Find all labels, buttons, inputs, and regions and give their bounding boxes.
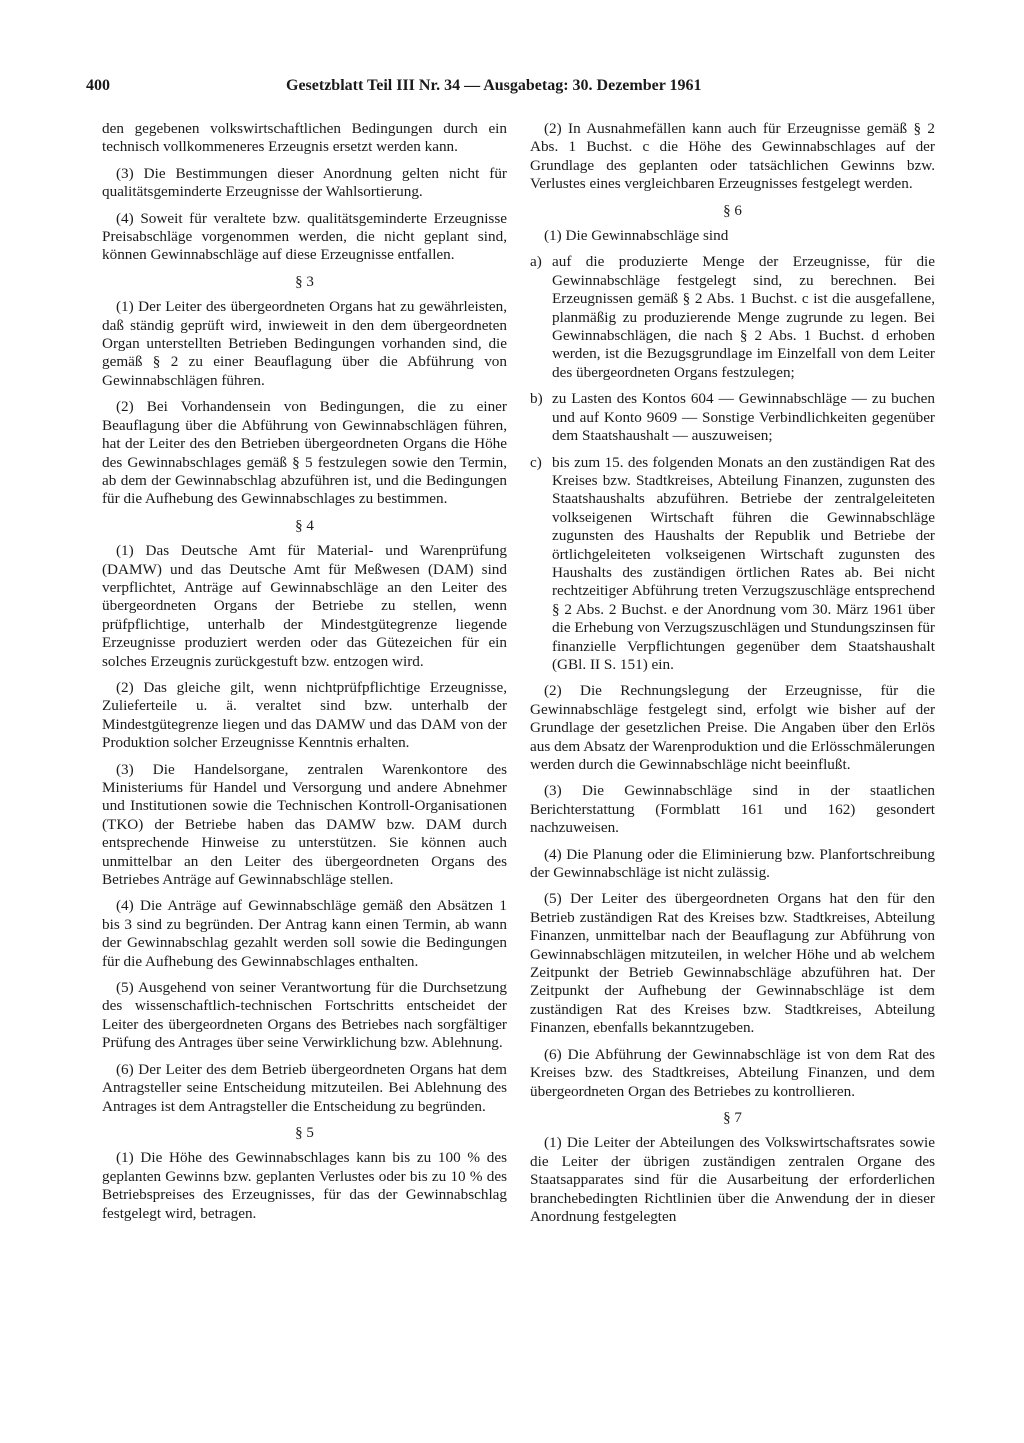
paragraph-2-3: (3) Die Bestimmungen dieser Anordnung gelten nicht für qualitätsgeminderte Erzeugnisse der Wahlsortierung. <box>102 164 507 201</box>
gazette-title: Gesetzblatt Teil III Nr. 34 — Ausgabetag: 30. Dezember 1961 <box>286 77 702 94</box>
list-item-label: b) <box>530 390 543 408</box>
list-item-a <box>530 253 935 382</box>
list-item-label: a) <box>530 253 542 271</box>
paragraph-6-2: (2) Die Rechnungslegung der Erzeugnisse, für die Gewinnabschläge festgelegt sind, erfolgt wie bisher auf der Grundlage der gesetzlichen Preise. Die Angaben über den Erlös aus dem Absatz der Warenproduktion und die Erlösschmälerungen werden durch die Gewinnabschläge nicht beeinflußt. <box>530 682 935 773</box>
paragraph-continuation: den gegebenen volkswirtschaftlichen Bedingungen durch ein technisch vollkommeneres Erzeugnis ersetzt werden kann. <box>102 120 507 156</box>
paragraph-7-1: (1) Die Leiter der Abteilungen des Volkswirtschaftsrates sowie die Leiter der übrigen zuständigen zentralen Organe des Staatsapparates sind für die Ausarbeitung der erforderlichen branchebedingten Richtlinien über die Anwendung der in dieser Anordnung festgelegten <box>530 1134 935 1225</box>
section-4-heading: § 4 <box>295 517 314 534</box>
paragraph-4-2: (2) Das gleiche gilt, wenn nichtprüfpflichtige Erzeugnisse, Zulieferteile u. ä. veraltet sind bzw. unterhalb der Mindestgütegrenze liegen und das DAMW und das DAM von der Produktion solcher Erzeugnisse Kenntnis erhalten. <box>102 678 507 752</box>
paragraph-6-5: (5) Der Leiter des übergeordneten Organs hat den für den Betrieb zuständigen Rat des Kreises bzw. Stadtkreises, Abteilung Finanzen, unmittelbar nach der Beauflagung zur Abführung von Gewinnabschlägen mitzuteilen, in welcher Höhe und ab welchem Zeitpunkt der Betrieb Gewinnabschläge abzuführen hat. Der Zeitpunkt der Aufhebung der Gewinnabschläge ist dem zuständigen Rat des Kreises bzw. Stadtkreises, Abteilung Finanzen, ebenfalls bekanntzugeben. <box>530 890 935 1037</box>
paragraph-6-3: (3) Die Gewinnabschläge sind in der staatlichen Berichterstattung (Formblatt 161 und 162) gesondert nachzuweisen. <box>530 782 935 837</box>
section-3-heading: § 3 <box>295 273 314 290</box>
section-7-heading: § 7 <box>723 1109 742 1126</box>
paragraph-5-1: (1) Die Höhe des Gewinnabschlages kann bis zu 100 % des geplanten Gewinns bzw. geplanten Verlustes oder bis zu 10 % des Betriebspreises des Erzeugnisses, für das der Gewinnabschlag festgelegt wird, betragen. <box>102 1149 507 1222</box>
paragraph-6-6: (6) Die Abführung der Gewinnabschläge ist von dem Rat des Kreises bzw. des Stadtkreises, Abteilung Finanzen, und dem übergeordneten Organ des Betriebes zu kontrollieren. <box>530 1045 935 1100</box>
list-item-text: bis zum 15. des folgenden Monats an den zuständigen Rat des Kreises bzw. Stadtkreises, Abteilung Finanzen, zugunsten des Staatshaushalts abzuführen. Betriebe der zentralgeleiteten volkseigenen Wirtschaft führen die Gewinnabschläge zugunsten des Haushalts der Republik und Betriebe der örtlichgeleiteten volkseigenen Wirtschaft zugunsten des Haushalts des zuständigen örtlichen Rates ab. Bei nicht rechtzeitiger Abführung treten Verzugszuschläge entsprechend § 2 Abs. 2 Buchst. e der Anordnung vom 30. März 1961 über die Erhebung von Verzugszuschlägen und Stundungszinsen für finanzielle Verpflichtungen gegenüber dem Staatshaushalt (GBl. II S. 151) ein. <box>552 453 935 673</box>
paragraph-2-4: (4) Soweit für veraltete bzw. qualitätsgeminderte Erzeugnisse Preisabschläge vorgenommen werden, die nicht geplant sind, können Gewinnabschläge auf diese Erzeugnisse entfallen. <box>102 209 507 264</box>
list-item-c <box>530 454 935 675</box>
section-6-heading: § 6 <box>723 202 742 219</box>
list-item-text: auf die produzierte Menge der Erzeugnisse, für die Gewinnabschläge festgelegt sind, zu berechnen. Bei Erzeugnissen gemäß § 2 Abs. 1 Buchst. c ist die ausgefallene, planmäßig zu produzierende Menge zugrunde zu legen. Bei Gewinnabschlägen, die nach § 2 Abs. 1 Buchst. d erhoben werden, ist die Bezugsgrundlage im Einzelfall von dem Leiter des übergeordneten Organs festzulegen; <box>552 253 935 381</box>
paragraph-3-1: (1) Der Leiter des übergeordneten Organs hat zu gewährleisten, daß ständig geprüft wird, inwieweit in den dem übergeordneten Organ unterstellten Betrieben Bedingungen vorhanden sind, die gemäß § 2 zu einer Beauflagung über die Abführung von Gewinnabschlägen führen. <box>102 298 507 389</box>
list-item-b <box>530 390 935 445</box>
list-item-text: zu Lasten des Kontos 604 — Gewinnabschläge — zu buchen und auf Konto 9609 — Sonstige Verbindlichkeiten gegenüber dem Staatshaushalt — auszuweisen; <box>552 390 935 445</box>
paragraph-6-4: (4) Die Planung oder die Eliminierung bzw. Planfortschreibung der Gewinnabschläge ist nicht zulässig. <box>530 845 935 882</box>
right-column <box>530 120 935 1234</box>
paragraph-4-5: (5) Ausgehend von seiner Verantwortung für die Durchsetzung des wissenschaftlich-technischen Fortschritts entscheidet der Leiter des übergeordneten Organs des Betriebes nach sorgfältiger Prüfung des Antrages über seine Verwirklichung bzw. Ablehnung. <box>102 979 507 1052</box>
section-5-heading: § 5 <box>295 1124 314 1141</box>
paragraph-4-3: (3) Die Handelsorgane, zentralen Warenkontore des Ministeriums für Handel und Versorgung und andere Abnehmer und Institutionen sowie die Technischen Kontroll-Organisationen (TKO) der Betriebe haben das DAMW bzw. DAM durch entsprechende Hinweise zu unterstützen. Sie können auch unmittelbar an den Leiter des übergeordneten Organs des Betriebes Anträge auf Gewinnabschläge stellen. <box>102 760 507 889</box>
paragraph-4-4: (4) Die Anträge auf Gewinnabschläge gemäß den Absätzen 1 bis 3 sind zu begründen. Der Antrag kann einen Termin, ab wann der Gewinnabschlag gezahlt werden soll sowie die Bedingungen für die Aufhebung des Gewinnabschlages enthalten. <box>102 897 507 970</box>
paragraph-6-1-intro: (1) Die Gewinnabschläge sind <box>544 227 729 245</box>
paragraph-4-1: (1) Das Deutsche Amt für Material- und Warenprüfung (DAMW) und das Deutsche Amt für Meßwesen (DAM) sind verpflichtet, Anträge auf Gewinnabschläge an den Leiter des übergeordneten Organs der Betriebe zu stellen, wenn prüfpflichtige, unterhalb der Mindestgütegrenze liegende Erzeugnisse produziert werden oder das Gütezeichen für ein solches Erzeugnis zurückgestuft bzw. entzogen wird. <box>102 542 507 670</box>
list-item-label: c) <box>530 453 542 471</box>
paragraph-5-2: (2) In Ausnahmefällen kann auch für Erzeugnisse gemäß § 2 Abs. 1 Buchst. c die Höhe des Gewinnabschlages auf der Grundlage des geplanten oder tatsächlichen Gewinns bzw. Verlustes eines vergleichbaren Erzeugnisses festgelegt werden. <box>530 120 935 193</box>
paragraph-3-2: (2) Bei Vorhandensein von Bedingungen, die zu einer Beauflagung über die Abführung von Gewinnabschlägen führen, hat der Leiter des den Betrieben übergeordneten Organs die Höhe des Gewinnabschlages gemäß § 5 festzulegen sowie den Termin, ab dem der Gewinnabschlag abzuführen ist, und die Bedingungen für die Aufhebung des Gewinnabschlages zu bestimmen. <box>102 398 507 508</box>
page-number: 400 <box>86 77 110 94</box>
paragraph-4-6: (6) Der Leiter des dem Betrieb übergeordneten Organs hat dem Antragsteller seine Entscheidung mitzuteilen. Bei Ablehnung des Antrages ist dem Antragsteller die Entscheidung zu begründen. <box>102 1060 507 1115</box>
left-column <box>102 120 507 1231</box>
page-header <box>86 76 770 98</box>
